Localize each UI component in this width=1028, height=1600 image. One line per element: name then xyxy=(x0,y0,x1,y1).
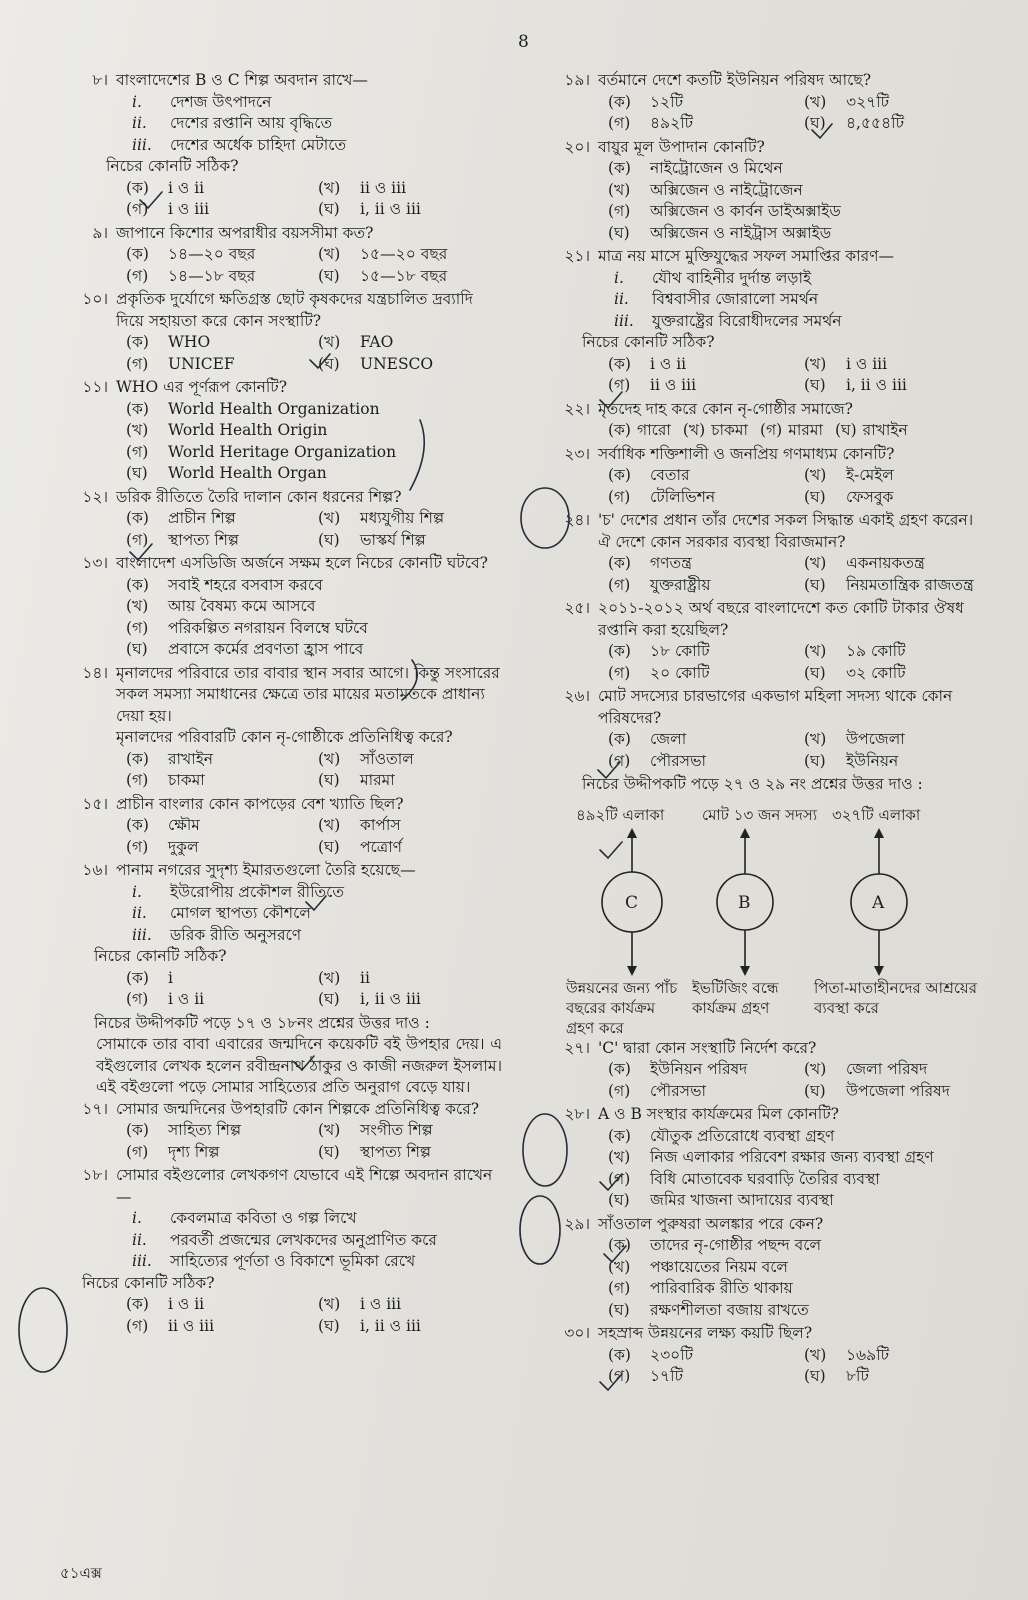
option: (খ) অক্সিজেন ও নাইট্রোজেন xyxy=(608,180,803,199)
question-number: ২৪। xyxy=(564,511,590,529)
question-number: ১৪। xyxy=(82,663,108,682)
stimulus-17-18 xyxy=(70,1013,502,1099)
statement: ii. মোগল স্থাপত্য কৌশলে xyxy=(132,904,311,922)
question-15 xyxy=(70,794,502,859)
question-18 xyxy=(70,1165,502,1337)
question-number: ৩০। xyxy=(564,1324,590,1342)
option: (খ) ১৯ কোটি xyxy=(804,642,906,660)
option: (গ) ৪৯২টি xyxy=(608,114,694,132)
option: (খ) উপজেলা xyxy=(804,730,905,748)
question-number: ২৫। xyxy=(564,599,590,617)
union-diagram xyxy=(552,798,992,1038)
option: (খ) ii xyxy=(318,968,370,987)
question-number: ২৬। xyxy=(564,687,590,705)
question-number: ২৯। xyxy=(564,1214,590,1233)
option: (ক) সাহিত্য শিল্প xyxy=(126,1121,242,1139)
arrowhead-a-up xyxy=(874,828,884,838)
question-25 xyxy=(552,598,992,684)
arrowhead-b-down xyxy=(740,966,750,976)
option: (ঘ) পত্রোর্ণ xyxy=(318,837,403,856)
option: (ঘ) স্থাপত্য শিল্প xyxy=(318,1142,431,1161)
question-text: সাঁওতাল পুরুষরা অলঙ্কার পরে কেন? xyxy=(598,1214,824,1233)
option: (খ) জেলা পরিষদ xyxy=(804,1060,928,1078)
question-17 xyxy=(70,1099,502,1164)
statement: i. কেবলমাত্র কবিতা ও গল্প লিখে xyxy=(132,1209,357,1227)
question-text: মাত্র নয় মাসে মুক্তিযুদ্ধের সফল সমাপ্তির কারণ— xyxy=(598,247,895,265)
question-text: মোট সদস্যের চারভাগের একভাগ মহিলা সদস্য থাকে কোন পরিষদের? xyxy=(598,687,953,727)
option: (ক) i xyxy=(126,968,173,987)
question-text: পানাম নগরের সুদৃশ্য ইমারতগুলো তৈরি হয়েছে— xyxy=(116,861,416,879)
question-text: মৃনালদের পরিবারে তার বাবার স্থান সবার আগে। কিন্তু সংসারের সকল সমস্যা সমাধানের ক্ষেত্রে তার মায়ের মতামতকে প্রাধান্য দেয়া হয়। xyxy=(116,663,500,725)
option: (খ) নিজ এলাকার পরিবেশ রক্ষার জন্য ব্যবস্থা গ্রহণ xyxy=(608,1148,934,1166)
question-number: ১৯। xyxy=(564,71,590,89)
question-number: ১৭। xyxy=(82,1099,108,1118)
statement: iii. সাহিত্যের পূর্ণতা ও বিকাশে ভূমিকা রেখে xyxy=(132,1252,416,1270)
question-14 xyxy=(70,663,502,792)
option: (খ) কার্পাস xyxy=(318,816,401,834)
option: (খ) ii ও iii xyxy=(318,178,407,197)
question-text: সর্বাধিক শক্তিশালী ও জনপ্রিয় গণমাধ্যম কোনটি? xyxy=(598,444,895,463)
question-number: ৯। xyxy=(92,223,108,242)
option: (খ) সংগীত শিল্প xyxy=(318,1121,433,1139)
question-number: ২০। xyxy=(564,137,590,156)
question-number: ২৭। xyxy=(564,1038,590,1057)
option: (গ) পরিকল্পিত নগরায়ন বিলম্বে ঘটবে xyxy=(126,618,368,637)
question-number: ২৩। xyxy=(564,444,590,463)
question-19 xyxy=(552,70,992,135)
option: (গ) দুকুল xyxy=(126,837,199,856)
question-text: প্রাচীন বাংলার কোন কাপড়ের বেশ খ্যাতি ছিল? xyxy=(116,794,404,813)
question-number: ১২। xyxy=(82,487,108,506)
option: (ক) গণতন্ত্র xyxy=(608,554,692,572)
question-16 xyxy=(70,860,502,1011)
option: (গ) ১৪—১৮ বছর xyxy=(126,266,256,285)
option: (ঘ) অক্সিজেন ও নাইট্রাস অক্সাইড xyxy=(608,223,832,242)
question-29 xyxy=(552,1214,992,1322)
label-c-bottom: উন্নয়নের জন্য পাঁচ বছরের কার্যক্রম গ্রহণ করে xyxy=(566,978,678,1037)
label-a-bottom: পিতা-মাতাহীনদের আশ্রয়ের ব্যবস্থা করে xyxy=(814,978,977,1017)
question-text: জাপানে কিশোর অপরাধীর বয়সসীমা কত? xyxy=(116,223,374,242)
right-column xyxy=(552,70,992,1390)
node-b-label: B xyxy=(738,892,751,913)
page-number: 8 xyxy=(518,32,529,52)
option: (খ) চাকমা xyxy=(682,421,748,439)
question-prompt: ঐ দেশে কোন সরকার ব্যবস্থা বিরাজমান? xyxy=(598,532,846,551)
option: (ক) i ও ii xyxy=(608,354,687,373)
question-prompt: নিচের কোনটি সঠিক? xyxy=(94,947,227,965)
question-number: ২১। xyxy=(564,247,590,265)
option: (খ) একনায়কতন্ত্র xyxy=(804,554,925,572)
node-a-label: A xyxy=(872,892,885,913)
stimulus-intro: নিচের উদ্দীপকটি পড়ে ২৭ ও ২৯ নং প্রশ্নের উত্তর দাও : xyxy=(582,775,923,793)
option: (গ) মারমা xyxy=(759,421,823,439)
option: (গ) অক্সিজেন ও কার্বন ডাইঅক্সাইড xyxy=(608,202,841,220)
option: (ক) বেতার xyxy=(608,466,690,484)
statement: i. দেশজ উৎপাদনে xyxy=(132,92,272,111)
statement: i. ইউরোপীয় প্রকৌশল রীতিতে xyxy=(132,882,345,901)
option: (গ) UNICEF xyxy=(126,354,235,373)
question-number: ১৩। xyxy=(82,554,108,572)
option: (ঘ) নিয়মতান্ত্রিক রাজতন্ত্র xyxy=(804,575,974,594)
option: (ঘ) প্রবাসে কর্মের প্রবণতা হ্রাস পাবে xyxy=(126,640,364,658)
option: (খ) পঞ্চায়েতের নিয়ম বলে xyxy=(608,1257,788,1276)
stimulus-intro: নিচের উদ্দীপকটি পড়ে ১৭ ও ১৮নং প্রশ্নের উত্তর দাও : xyxy=(94,1013,430,1032)
option: (খ) ১৫—২০ বছর xyxy=(318,245,448,263)
option: (ঘ) UNESCO xyxy=(318,354,434,373)
option: (ক) ইউনিয়ন পরিষদ xyxy=(608,1060,748,1078)
question-text: বাংলাদেশ এসডিজি অর্জনে সক্ষম হলে নিচের কোনটি ঘটবে? xyxy=(116,554,488,572)
option: (ঘ) ইউনিয়ন xyxy=(804,751,899,770)
option: (গ) যুক্তরাষ্ট্রীয় xyxy=(608,575,711,594)
option: (ক) নাইট্রোজেন ও মিথেন xyxy=(608,159,783,177)
option: (গ) বিধি মোতাবেক ঘরবাড়ি তৈরির ব্যবস্থা xyxy=(608,1169,880,1188)
option: (ক) ১৮ কোটি xyxy=(608,642,710,660)
question-22 xyxy=(552,399,992,442)
option: (ক) WHO xyxy=(126,333,211,351)
option: (খ) মধ্যযুগীয় শিল্প xyxy=(318,509,445,527)
label-c-top: ৪৯২টি এলাকা xyxy=(576,805,665,824)
question-number: ১১। xyxy=(82,378,108,396)
option: (ক) গারো xyxy=(608,421,671,439)
question-text: সোমার বইগুলোর লেখকগণ যেভাবে এই শিল্পে অবদান রাখেন— xyxy=(116,1166,493,1206)
option: (খ) i ও iii xyxy=(804,354,888,373)
option: (গ) দৃশ্য শিল্প xyxy=(126,1142,220,1161)
question-text: বাংলাদেশের B ও C শিল্প অবদান রাখে— xyxy=(116,71,368,89)
option: (ঘ) মারমা xyxy=(318,771,395,789)
option: (ঘ) i, ii ও iii xyxy=(804,376,907,394)
option: (ঘ) ৪,৫৫৪টি xyxy=(804,114,905,132)
option: (ক) প্রাচীন শিল্প xyxy=(126,509,236,527)
question-text: বর্তমানে দেশে কতটি ইউনিয়ন পরিষদ আছে? xyxy=(598,71,872,89)
question-text: ডরিক রীতিতে তৈরি দালান কোন ধরনের শিল্প? xyxy=(116,487,402,506)
label-b-top: মোট ১৩ জন সদস্য xyxy=(702,805,818,824)
question-27 xyxy=(552,1038,992,1103)
option: (ঘ) রাখাইন xyxy=(834,421,908,439)
option: (খ) ১৬৯টি xyxy=(804,1345,890,1364)
option: (ক) ১২টি xyxy=(608,92,684,111)
question-prompt: মৃনালদের পরিবারটি কোন নৃ-গোষ্ঠীকে প্রতিনিধিত্ব করে? xyxy=(116,728,453,746)
label-a-top: ৩২৭টি এলাকা xyxy=(832,805,921,824)
question-21 xyxy=(552,246,992,397)
arrowhead-c-up xyxy=(627,828,637,838)
stimulus-passage: সোমাকে তার বাবা এবারের জন্মদিনে কয়েকটি বই উপহার দেয়। এ বইগুলোর লেখক হলেন রবীন্দ্রনাথ ঠাকুর ও কাজী নজরুল ইসলাম। এই বইগুলো পড়ে সোমার সাহিত্যের প্রতি অনুরাগ বেড়ে যায়। xyxy=(96,1035,502,1096)
label-b-bottom: ইভটিজিং বন্ধে কার্যক্রম গ্রহণ xyxy=(692,978,779,1017)
statement: ii. বিশ্ববাসীর জোরালো সমর্থন xyxy=(614,290,819,308)
question-number: ২২। xyxy=(564,399,590,418)
option: (গ) i ও ii xyxy=(126,990,205,1008)
question-prompt: নিচের কোনটি সঠিক? xyxy=(582,333,715,351)
statement: iii. যুক্তরাষ্ট্রের বিরোধীদলের সমর্থন xyxy=(614,311,842,330)
question-9 xyxy=(70,223,502,288)
option: (গ) ii ও iii xyxy=(608,376,697,394)
question-23 xyxy=(552,444,992,509)
left-column xyxy=(70,70,502,1339)
option: (খ) ৩২৭টি xyxy=(804,92,890,111)
option: (ক) i ও ii xyxy=(126,1295,205,1313)
option: (ক) তাদের নৃ-গোষ্ঠীর পছন্দ বলে xyxy=(608,1236,822,1254)
arrowhead-a-down xyxy=(874,966,884,976)
option: (ঘ) ভাস্কর্য শিল্প xyxy=(318,530,426,549)
stimulus-27-29 xyxy=(552,774,992,1038)
question-text: বায়ুর মূল উপাদান কোনটি? xyxy=(598,137,765,156)
question-26 xyxy=(552,686,992,772)
option: (ক) ক্ষৌম xyxy=(126,816,200,834)
question-number: ১৮। xyxy=(82,1166,108,1184)
option: (গ) চাকমা xyxy=(126,771,205,789)
option: (ক) জেলা xyxy=(608,730,687,748)
option: (ঘ) জমির খাজনা আদায়ের ব্যবস্থা xyxy=(608,1191,834,1209)
footer-code: ৫১এক্স xyxy=(60,1564,102,1582)
question-text: প্রকৃতিক দুর্যোগে ক্ষতিগ্রস্ত ছোট কৃষকদের যন্ত্রচালিত দ্রব্যাদি দিয়ে সহায়তা করে কোন সংস্থাটি? xyxy=(116,290,473,330)
option: (খ) সাঁওতাল xyxy=(318,749,414,768)
question-30 xyxy=(552,1323,992,1388)
question-text: 'C' দ্বারা কোন সংস্থাটি নির্দেশ করে? xyxy=(598,1038,817,1057)
question-text: A ও B সংস্থার কার্যক্রমের মিল কোনটি? xyxy=(598,1105,839,1123)
option: (ঘ) ১৫—১৮ বছর xyxy=(318,266,448,285)
node-c-label: C xyxy=(625,892,639,913)
question-12 xyxy=(70,487,502,552)
option: (ঘ) World Health Organ xyxy=(126,464,327,482)
question-24 xyxy=(552,510,992,596)
question-text: সহস্রাব্দ উন্নয়নের লক্ষ্য কয়টি ছিল? xyxy=(598,1324,813,1342)
question-number: ১৫। xyxy=(82,794,108,813)
option: (গ) স্থাপত্য শিল্প xyxy=(126,530,239,549)
question-20 xyxy=(552,137,992,245)
option: (ঘ) i, ii ও iii xyxy=(318,200,421,218)
question-number: ৮। xyxy=(92,71,108,89)
option: (ক) যৌতুক প্রতিরোধে ব্যবস্থা গ্রহণ xyxy=(608,1126,835,1145)
arrowhead-c-down xyxy=(627,966,637,976)
option: (খ) আয় বৈষম্য কমে আসবে xyxy=(126,597,316,615)
option: (খ) ই-মেইল xyxy=(804,466,894,484)
option: (গ) পৌরসভা xyxy=(608,1081,707,1100)
question-text: সোমার জন্মদিনের উপহারটি কোন শিল্পকে প্রতিনিধিত্ব করে? xyxy=(116,1099,480,1118)
question-8 xyxy=(70,70,502,221)
option: (গ) ১৭টি xyxy=(608,1367,684,1385)
option: (গ) টেলিভিশন xyxy=(608,487,716,506)
question-number: ১০। xyxy=(82,290,108,308)
option: (ক) i ও ii xyxy=(126,178,205,197)
statement: ii. দেশের রপ্তানি আয় বৃদ্ধিতে xyxy=(132,114,333,132)
question-28 xyxy=(552,1104,992,1212)
statement: iii. ডরিক রীতি অনুসরণে xyxy=(132,925,302,944)
question-number: ২৮। xyxy=(564,1105,590,1123)
option: (ঘ) i, ii ও iii xyxy=(318,1316,421,1335)
option: (গ) ii ও iii xyxy=(126,1316,215,1335)
question-prompt: নিচের কোনটি সঠিক? xyxy=(106,157,239,175)
statement: ii. পরবর্তী প্রজন্মের লেখকদের অনুপ্রাণিত করে xyxy=(132,1230,437,1249)
option: (গ) i ও iii xyxy=(126,200,210,218)
option: (খ) World Health Origin xyxy=(126,421,328,439)
option: (ক) ২৩০টি xyxy=(608,1345,694,1364)
option: (ঘ) i, ii ও iii xyxy=(318,990,421,1008)
option: (ঘ) ফেসবুক xyxy=(804,487,894,506)
option: (ক) ১৪—২০ বছর xyxy=(126,245,256,263)
statement: iii. দেশের অর্ধেক চাহিদা মেটাতে xyxy=(132,135,347,154)
option: (গ) World Heritage Organization xyxy=(126,442,397,461)
option: (গ) পৌরসভা xyxy=(608,751,707,770)
question-prompt: নিচের কোনটি সঠিক? xyxy=(82,1273,215,1292)
question-number: ১৬। xyxy=(82,861,108,879)
question-text: WHO এর পূর্ণরূপ কোনটি? xyxy=(116,378,288,396)
option: (খ) FAO xyxy=(318,333,394,351)
question-text: ২০১১-২০১২ অর্থ বছরে বাংলাদেশে কত কোটি টাকার ঔষধ রপ্তানি করা হয়েছিল? xyxy=(598,599,964,639)
question-13 xyxy=(70,553,502,661)
question-11 xyxy=(70,377,502,485)
option: (খ) i ও iii xyxy=(318,1295,402,1313)
option: (ঘ) উপজেলা পরিষদ xyxy=(804,1081,950,1100)
option: (ক) World Health Organization xyxy=(126,399,380,418)
statement: i. যৌথ বাহিনীর দুর্দান্ত লড়াই xyxy=(614,268,812,287)
option: (ঘ) রক্ষণশীলতা বজায় রাখতে xyxy=(608,1300,809,1319)
option: (ক) রাখাইন xyxy=(126,749,214,768)
option: (গ) পারিবারিক রীতি থাকায় xyxy=(608,1279,793,1297)
question-text: মৃতদেহ দাহ করে কোন নৃ-গোষ্ঠীর সমাজে? xyxy=(598,399,853,418)
option: (ক) সবাই শহরে বসবাস করবে xyxy=(126,575,323,594)
question-10 xyxy=(70,289,502,375)
option: (ঘ) ৮টি xyxy=(804,1367,869,1385)
option: (গ) ২০ কোটি xyxy=(608,663,710,682)
option: (ঘ) ৩২ কোটি xyxy=(804,663,906,682)
question-text: 'চ' দেশের প্রধান তাঁর দেশের সকল সিদ্ধান্ত একাই গ্রহণ করেন। xyxy=(598,511,974,529)
arrowhead-b-up xyxy=(740,828,750,838)
